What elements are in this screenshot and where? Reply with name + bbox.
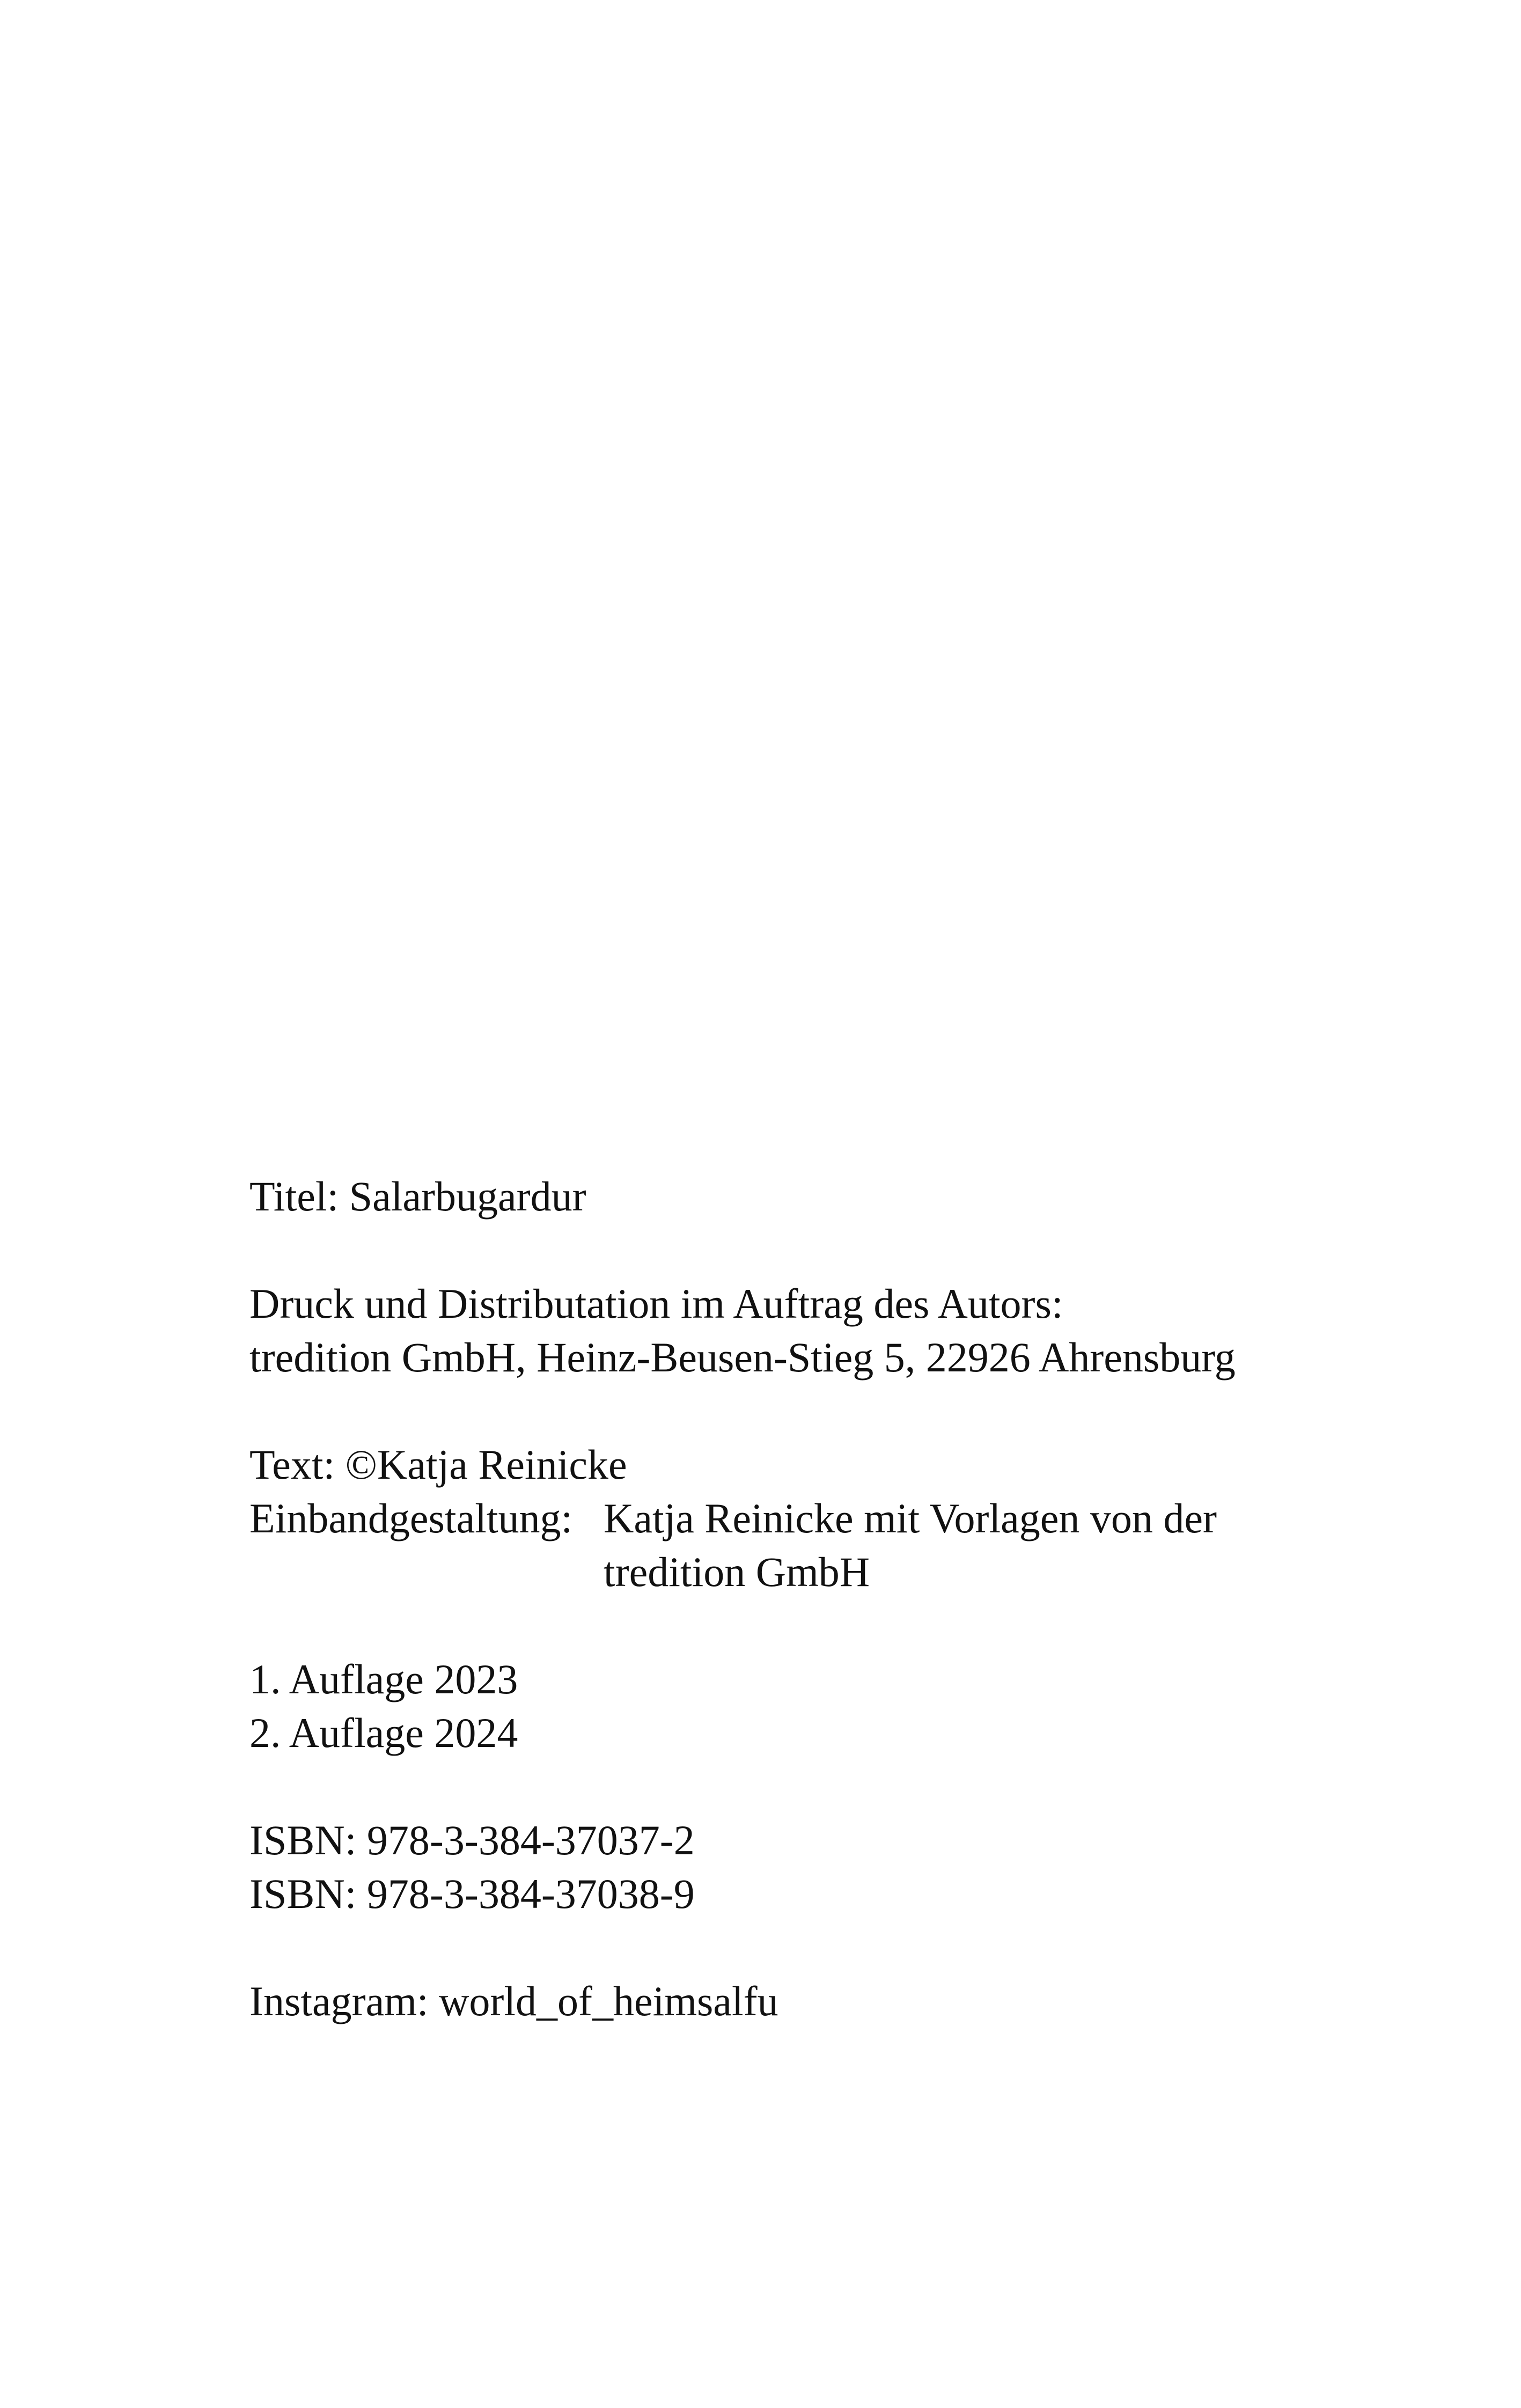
cover-design-value-line: tredition GmbH [604,1548,870,1595]
edition-line: 1. Auflage 2023 [249,1656,518,1702]
spacer [249,1599,1430,1653]
cover-design-credit [249,1492,1430,1599]
print-distribution-heading: Druck und Distributation im Auftrag des Autors: [249,1280,1063,1327]
edition-line: 2. Auflage 2024 [249,1709,518,1756]
book-title: Titel: Salarbugardur [249,1173,586,1220]
spacer [249,1384,1430,1438]
instagram-handle: Instagram: world_of_heimsalfu [249,1978,778,2024]
publisher-address: tredition GmbH, Heinz-Beusen-Stieg 5, 22926 Ahrensburg [249,1334,1236,1381]
cover-design-value-line: Katja Reinicke mit Vorlagen von der [604,1495,1217,1541]
isbn-line: ISBN: 978-3-384-37037-2 [249,1817,695,1863]
spacer [249,1921,1430,1974]
text-credit: Text: ©Katja Reinicke [249,1441,627,1488]
spacer [249,1760,1430,1814]
spacer [249,1223,1430,1277]
isbn-line: ISBN: 978-3-384-37038-9 [249,1870,695,1917]
imprint-block [249,1170,1430,2028]
cover-design-value [604,1492,1217,1599]
cover-design-label: Einbandgestaltung: [249,1495,573,1541]
